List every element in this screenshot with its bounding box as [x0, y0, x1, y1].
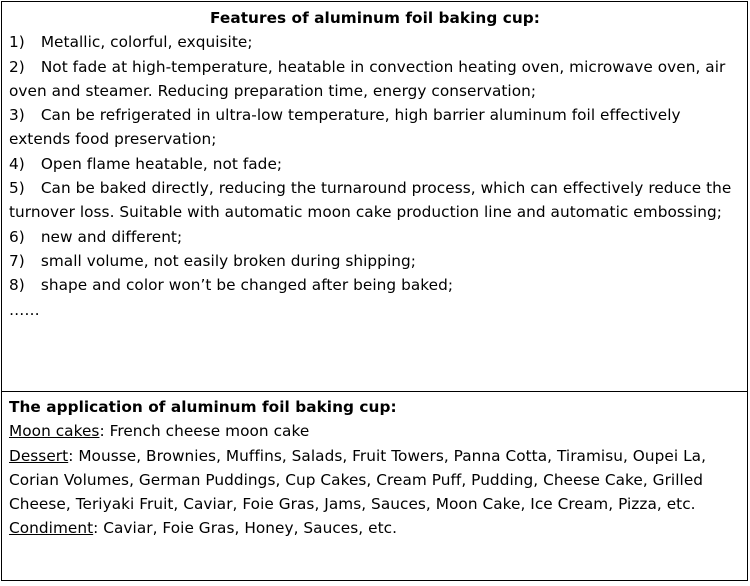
document-table	[1, 1, 748, 581]
category-text: Caviar, Foie Gras, Honey, Sauces, etc.	[103, 519, 397, 538]
feature-item	[9, 249, 741, 273]
feature-text: Open flame heatable, not fade;	[40, 154, 283, 173]
feature-number: 2)	[9, 57, 25, 76]
feature-number: 1)	[9, 33, 25, 52]
application-cell	[2, 392, 747, 580]
feature-number: 6)	[9, 227, 25, 246]
feature-number: 4)	[9, 154, 25, 173]
application-category	[9, 516, 741, 540]
feature-number: 7)	[9, 251, 25, 270]
category-label-dessert: Dessert	[9, 446, 69, 465]
feature-number: 8)	[9, 276, 25, 295]
feature-item	[9, 103, 741, 152]
feature-text: shape and color won’t be changed after being baked;	[40, 276, 454, 295]
application-title: The application of aluminum foil baking cup:	[9, 398, 397, 416]
features-cell	[2, 2, 747, 392]
category-separator: :	[68, 446, 79, 465]
category-text: Mousse, Brownies, Muffins, Salads, Fruit Towers, Panna Cotta, Tiramisu, Oupei La, Corian Volumes, German Puddings, Cup Cakes, Cream Puff, Pudding, Cheese Cake, Grilled Cheese, Teriyaki Fruit, Caviar, Foie Gras, Jams, Sauces, Moon Cake, Ice Cream, Pizza, etc.	[9, 446, 706, 514]
feature-text: Can be refrigerated in ultra-low temperature, high barrier aluminum foil effectively extends food preservation;	[9, 106, 681, 149]
category-separator: :	[93, 519, 104, 538]
category-text: French cheese moon cake	[109, 422, 310, 441]
feature-text: Not fade at high-temperature, heatable in convection heating oven, microwave oven, air oven and steamer. Reducing preparation time, energy conservation;	[9, 57, 726, 100]
feature-item	[9, 225, 741, 249]
feature-item	[9, 152, 741, 176]
feature-item	[9, 273, 741, 297]
category-label-moon-cakes: Moon cakes	[9, 422, 100, 441]
feature-item	[9, 176, 741, 225]
feature-text: Metallic, colorful, exquisite;	[40, 33, 253, 52]
feature-number: 3)	[9, 106, 25, 125]
feature-text: Can be baked directly, reducing the turnaround process, which can effectively reduce the turnover loss. Suitable with automatic moon cake production line and automatic embossing;	[9, 179, 732, 222]
application-category	[9, 419, 741, 443]
feature-text: small volume, not easily broken during shipping;	[40, 251, 416, 270]
features-title: Features of aluminum foil baking cup:	[210, 9, 540, 27]
ellipsis-text: ……	[9, 300, 40, 319]
feature-number: 5)	[9, 179, 25, 198]
category-separator: :	[99, 422, 110, 441]
application-category	[9, 444, 741, 517]
feature-item	[9, 30, 741, 54]
feature-text: new and different;	[40, 227, 183, 246]
feature-item	[9, 55, 741, 104]
category-label-condiment: Condiment	[9, 519, 94, 538]
